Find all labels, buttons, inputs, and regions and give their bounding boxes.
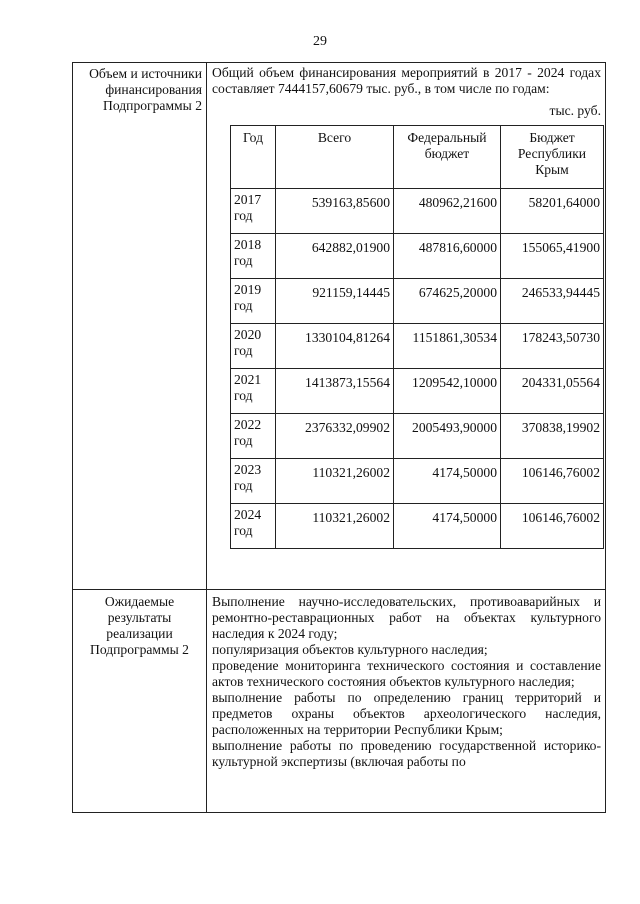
crimea-cell: 178243,50730 bbox=[501, 324, 604, 369]
table-row bbox=[231, 324, 604, 369]
page-number: 29 bbox=[313, 34, 327, 49]
financing-label: Объем и источники финансирования Подпрограммы 2 bbox=[89, 66, 202, 113]
total-cell: 1413873,15564 bbox=[276, 369, 394, 414]
financing-body bbox=[231, 189, 604, 549]
financing-header-row bbox=[231, 126, 604, 189]
table-row bbox=[231, 459, 604, 504]
header-federal: Федеральный бюджет bbox=[394, 126, 501, 189]
list-item: проведение мониторинга технического состояния и составление актов технического состояния объектов культурного наследия; bbox=[212, 658, 601, 689]
federal-cell: 4174,50000 bbox=[394, 459, 501, 504]
year-cell: 2018 год bbox=[231, 234, 276, 279]
federal-cell: 1151861,30534 bbox=[394, 324, 501, 369]
table-row bbox=[231, 234, 604, 279]
federal-cell: 480962,21600 bbox=[394, 189, 501, 234]
total-cell: 539163,85600 bbox=[276, 189, 394, 234]
list-item: Выполнение научно-исследовательских, противоаварийных и ремонтно-реставрационных работ на объектах культурного наследия к 2024 году; bbox=[212, 594, 601, 641]
year-cell: 2017 год bbox=[231, 189, 276, 234]
crimea-cell: 204331,05564 bbox=[501, 369, 604, 414]
financing-row bbox=[73, 63, 606, 590]
year-cell: 2020 год bbox=[231, 324, 276, 369]
list-item: выполнение работы по определению границ территорий и предметов охраны объектов археологического наследия, расположенных на территории Республики Крым; bbox=[212, 690, 601, 737]
results-row bbox=[73, 590, 606, 813]
year-cell: 2019 год bbox=[231, 279, 276, 324]
results-label-cell bbox=[73, 590, 207, 813]
header-total: Всего bbox=[276, 126, 394, 189]
total-cell: 1330104,81264 bbox=[276, 324, 394, 369]
results-content-cell bbox=[207, 590, 606, 813]
list-item: выполнение работы по проведению государственной историко-культурной экспертизы (включая работы по bbox=[212, 738, 601, 769]
federal-cell: 1209542,10000 bbox=[394, 369, 501, 414]
passport-table bbox=[72, 62, 606, 813]
financing-by-year-table bbox=[230, 125, 604, 549]
crimea-cell: 155065,41900 bbox=[501, 234, 604, 279]
table-row bbox=[231, 414, 604, 459]
federal-cell: 674625,20000 bbox=[394, 279, 501, 324]
total-cell: 110321,26002 bbox=[276, 504, 394, 549]
header-year: Год bbox=[231, 126, 276, 189]
crimea-cell: 106146,76002 bbox=[501, 504, 604, 549]
table-row bbox=[231, 369, 604, 414]
header-crimea: Бюджет Республики Крым bbox=[501, 126, 604, 189]
total-cell: 642882,01900 bbox=[276, 234, 394, 279]
financing-label-cell bbox=[73, 63, 207, 590]
year-cell: 2022 год bbox=[231, 414, 276, 459]
total-cell: 2376332,09902 bbox=[276, 414, 394, 459]
crimea-cell: 106146,76002 bbox=[501, 459, 604, 504]
crimea-cell: 370838,19902 bbox=[501, 414, 604, 459]
year-cell: 2024 год bbox=[231, 504, 276, 549]
total-cell: 921159,14445 bbox=[276, 279, 394, 324]
results-list bbox=[207, 590, 605, 776]
results-label: Ожидаемые результаты реализации Подпрограммы 2 bbox=[90, 594, 189, 657]
table-row bbox=[231, 504, 604, 549]
year-cell: 2021 год bbox=[231, 369, 276, 414]
table-row bbox=[231, 189, 604, 234]
financing-unit: тыс. руб. bbox=[549, 103, 601, 118]
table-row bbox=[231, 279, 604, 324]
list-item: популяризация объектов культурного наследия; bbox=[212, 642, 488, 657]
federal-cell: 4174,50000 bbox=[394, 504, 501, 549]
federal-cell: 487816,60000 bbox=[394, 234, 501, 279]
crimea-cell: 58201,64000 bbox=[501, 189, 604, 234]
year-cell: 2023 год bbox=[231, 459, 276, 504]
crimea-cell: 246533,94445 bbox=[501, 279, 604, 324]
federal-cell: 2005493,90000 bbox=[394, 414, 501, 459]
total-cell: 110321,26002 bbox=[276, 459, 394, 504]
financing-intro: Общий объем финансирования мероприятий в 2017 - 2024 годах составляет 7444157,60679 тыс. руб., в том числе по годам: bbox=[212, 65, 601, 96]
financing-content-cell bbox=[207, 63, 606, 590]
